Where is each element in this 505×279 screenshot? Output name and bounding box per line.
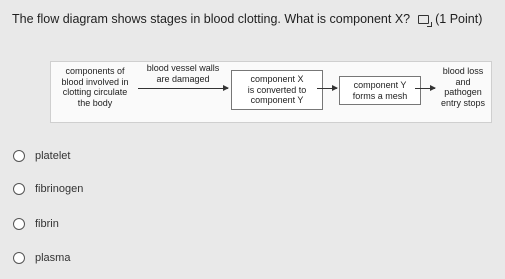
flow-arrow-1 [138, 88, 228, 89]
option-fibrinogen[interactable] [13, 183, 83, 195]
question-text: The flow diagram shows stages in blood clotting. What is component X? [12, 12, 411, 26]
stage-2-component-x: component X is converted to component Y [231, 70, 323, 110]
option-fibrin[interactable] [13, 218, 59, 230]
immersive-reader-icon[interactable] [418, 15, 429, 24]
option-label[interactable]: fibrin [35, 218, 59, 230]
arrow-label-vessel-damage: blood vessel walls are damaged [146, 63, 220, 84]
option-platelet[interactable] [13, 150, 70, 162]
flow-arrow-2 [317, 88, 337, 89]
question-points: (1 Point) [435, 12, 483, 26]
radio-button[interactable] [13, 218, 25, 230]
question-header [12, 12, 482, 26]
option-plasma[interactable] [13, 252, 70, 264]
flow-diagram [50, 61, 492, 123]
stage-4-outcome: blood loss and pathogen entry stops [440, 66, 486, 108]
option-label[interactable]: platelet [35, 150, 71, 162]
radio-button[interactable] [13, 183, 25, 195]
radio-button[interactable] [13, 150, 25, 162]
option-label[interactable]: fibrinogen [35, 183, 84, 195]
stage-1-circulation: components of blood involved in clotting circulate the body [61, 66, 129, 108]
radio-button[interactable] [13, 252, 25, 264]
stage-3-component-y: component Y forms a mesh [339, 76, 421, 105]
option-label[interactable]: plasma [35, 252, 71, 264]
flow-arrow-3 [415, 88, 435, 89]
